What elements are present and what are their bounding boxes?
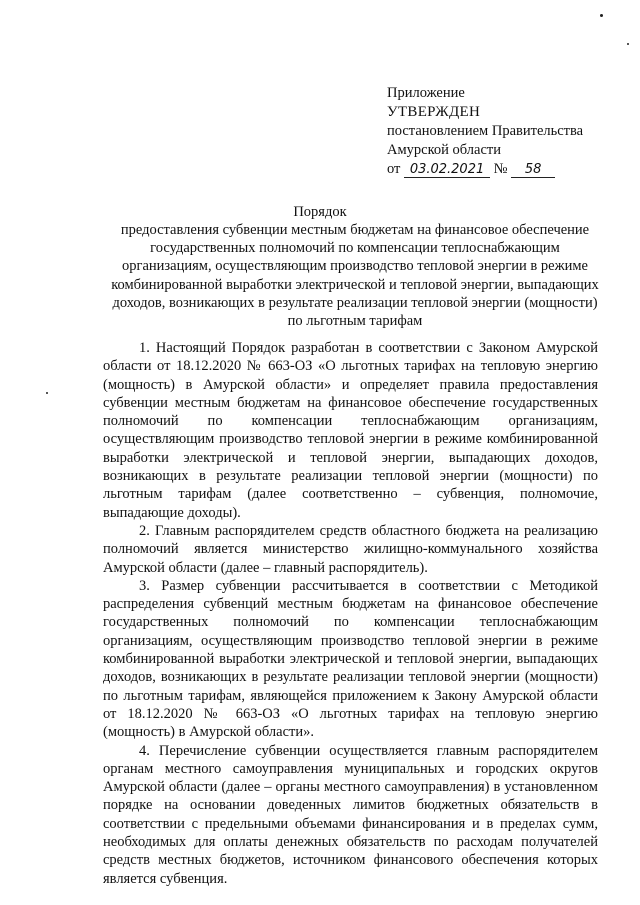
- scan-speck: [600, 14, 603, 17]
- paragraph-4: 4. Перечисление субвенции осуществляется главным распорядителем органам местного самоуправления муниципальных и городских округов Амурской области (далее – органы местного самоуправления) в установленном порядке на основании доведенных лимитов бюджетных обязательств в соответствии с предельными объемами финансирования и в пределах сумм, необходимых для оплаты денежных обязательств по расходам получателей средств местных бюджетов, источником финансового обеспечения которых является субвенция.: [103, 742, 598, 887]
- approval-date-number-line: [387, 160, 617, 179]
- scan-speck: [627, 43, 629, 45]
- approval-number-handwritten: 58: [511, 163, 555, 178]
- approval-resolution-label: постановлением Правительства: [387, 123, 584, 139]
- paragraph-3: 3. Размер субвенции рассчитывается в соответствии с Методикой распределения субвенций местным бюджетам на финансовое обеспечение государственных полномочий по компенсации теплоснабжающим организациям, осуществляющим производство тепловой энергии в режиме комбинированной выработки электрической и тепловой энергии, выпадающих доходов, возникающих в результате реализации тепловой энергии (мощности) по льготным тарифам, являющейся приложением к Закону Амурской области от 18.12.2020 № 663-ОЗ «О льготных тарифах на тепловую энергию (мощность) в Амурской области».: [103, 577, 598, 741]
- paragraph-2: 2. Главным распорядителем средств областного бюджета на реализацию полномочий является министерство жилищно-коммунального хозяйства Амурской области (далее – главный распорядитель).: [103, 522, 598, 576]
- document-subtitle: предоставления субвенции местным бюджетам на финансовое обеспечение государственных полномочий по компенсации теплоснабжающим организациям, осуществляющим производство тепловой энергии в режиме комбинированной выработки электрической и тепловой энергии, выпадающих доходов, возникающих в результате реализации тепловой энергии (мощности) по льготным тарифам: [111, 222, 599, 330]
- paragraph-1: 1. Настоящий Порядок разработан в соответствии с Законом Амурской области от 18.12.2020 № 663-ОЗ «О льготных тарифах на тепловую энергию (мощность) в Амурской области» и определяет правила предоставления субвенции местным бюджетам на финансовое обеспечение государственных полномочий по компенсации теплоснабжающим организациям, осуществляющим производство тепловой энергии в режиме комбинированной выработки электрической и тепловой энергии, выпадающих доходов, возникающих в результате реализации тепловой энергии (мощности) по льготным тарифам (далее соответственно – субвенция, полномочие, выпадающие доходы).: [103, 340, 598, 521]
- approval-block: [387, 84, 617, 179]
- approval-appendix-label: Приложение: [387, 85, 465, 101]
- approval-approved-label: УТВЕРЖДЕН: [387, 104, 481, 120]
- approval-date-prefix: от: [387, 161, 401, 177]
- document-title: Порядок: [293, 204, 347, 220]
- document-body: [103, 339, 598, 888]
- approval-region-label: Амурской области: [387, 142, 501, 158]
- approval-date-handwritten: 03.02.2021: [404, 163, 490, 178]
- approval-number-sign: №: [493, 161, 508, 177]
- scan-speck: [46, 392, 48, 394]
